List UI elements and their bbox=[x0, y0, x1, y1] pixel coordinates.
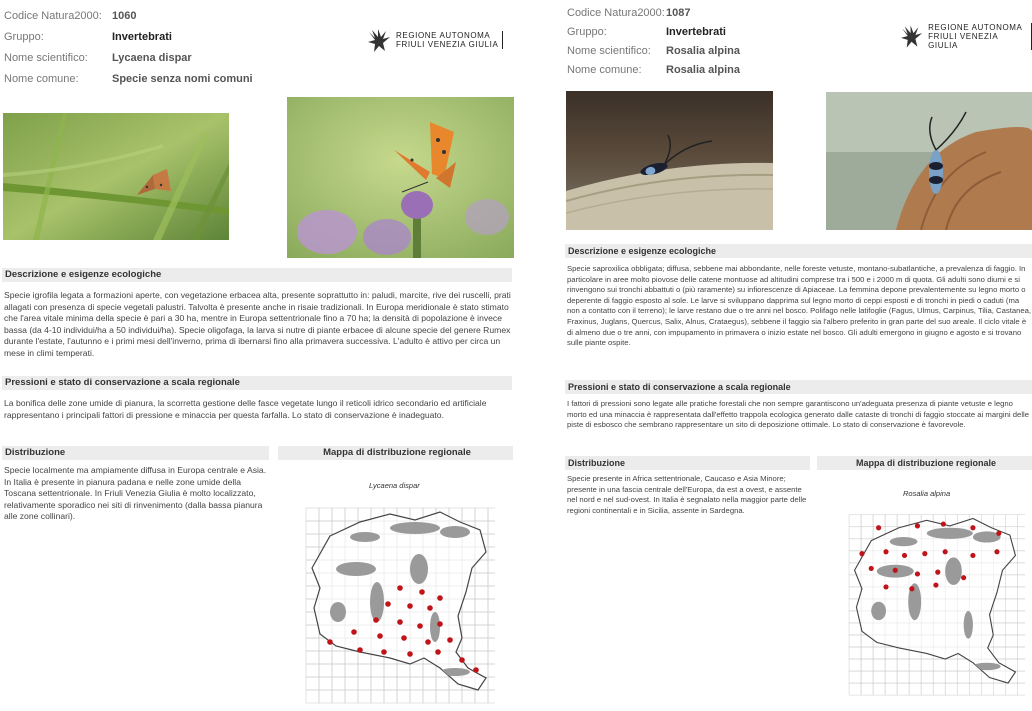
occurrence-dot bbox=[407, 651, 413, 657]
common-name-label: Nome comune: bbox=[567, 64, 642, 76]
occurrence-dot bbox=[935, 570, 940, 575]
species-header bbox=[4, 6, 253, 90]
description-title: Descrizione e esigenze ecologiche bbox=[2, 268, 512, 282]
description-title: Descrizione e esigenze ecologiche bbox=[565, 244, 1032, 258]
occurrence-dot bbox=[922, 551, 927, 556]
occurrence-dot bbox=[437, 595, 443, 601]
habitat-patch bbox=[370, 582, 384, 622]
distribution-text: Specie localmente ma ampiamente diffusa in Europa centrale e Asia. In Italia è presente in pianura padana e nelle zone umide della Toscana settentrionale. In Friuli Venezia Giulia è molto localizzato, relativamente sporadico nei siti di rinvenimento (dalla bassa pianura alle zone collinari). bbox=[4, 465, 267, 522]
habitat-patch bbox=[350, 532, 380, 542]
occurrence-dot bbox=[996, 531, 1001, 536]
logo-line-2: FRIULI VENEZIA GIULIA bbox=[396, 40, 499, 49]
pressure-title: Pressioni e stato di conservazione a scala regionale bbox=[2, 376, 512, 390]
habitat-patch bbox=[336, 562, 376, 576]
occurrence-dot bbox=[397, 585, 403, 591]
species-photo-2 bbox=[287, 97, 514, 258]
group-value: Invertebrati bbox=[112, 31, 172, 43]
occurrence-dot bbox=[435, 649, 441, 655]
occurrence-dot bbox=[909, 586, 914, 591]
distribution-map bbox=[833, 500, 1025, 696]
habitat-patch bbox=[890, 537, 918, 546]
scientific-name-label: Nome scientifico: bbox=[4, 52, 88, 64]
pressure-text: I fattori di pressioni sono legate alle pratiche forestali che non sempre garantiscono un'adeguata presenza di piante vetuste e legno morto ed una minaccia è rappresentata dall'effetto trappola ecologica generato dalle cataste di tronchi di faggio stoccate ai margini delle piste di esbosco che sembrano rappresentare un sito di deposizione ottimale. Lo stato di conservazione è favorevole. bbox=[567, 399, 1030, 430]
occurrence-dot bbox=[377, 633, 383, 639]
code-value: 1060 bbox=[112, 10, 137, 22]
species-photo-2 bbox=[826, 92, 1032, 230]
occurrence-dot bbox=[902, 553, 907, 558]
occurrence-dot bbox=[459, 657, 465, 663]
occurrence-dot bbox=[401, 635, 407, 641]
logo-line-1: REGIONE AUTONOMA bbox=[928, 22, 1023, 32]
species-sheet-rosalia bbox=[563, 0, 1032, 711]
habitat-patch bbox=[973, 663, 1001, 670]
species-photo-1 bbox=[566, 91, 773, 230]
habitat-patch bbox=[945, 557, 962, 585]
habitat-patch bbox=[440, 668, 470, 676]
occurrence-dot bbox=[425, 639, 431, 645]
species-photo-1 bbox=[3, 113, 229, 240]
eagle-crest-icon bbox=[366, 26, 392, 54]
map-title: Lycaena dispar bbox=[369, 481, 420, 490]
habitat-patch bbox=[330, 602, 346, 622]
occurrence-dot bbox=[933, 582, 938, 587]
map-title: Rosalia alpina bbox=[903, 489, 951, 498]
habitat-patch bbox=[390, 522, 440, 534]
occurrence-dot bbox=[876, 525, 881, 530]
occurrence-dot bbox=[417, 623, 423, 629]
habitat-patch bbox=[927, 528, 973, 539]
occurrence-dot bbox=[883, 584, 888, 589]
occurrence-dot bbox=[943, 549, 948, 554]
eagle-crest-icon bbox=[899, 22, 924, 50]
region-logo bbox=[899, 22, 1032, 50]
occurrence-dot bbox=[915, 523, 920, 528]
occurrence-dot bbox=[357, 647, 363, 653]
habitat-patch bbox=[964, 611, 973, 639]
logo-line-1: REGIONE AUTONOMA bbox=[396, 31, 491, 40]
occurrence-dot bbox=[994, 549, 999, 554]
scientific-name-value: Rosalia alpina bbox=[666, 45, 740, 57]
code-label: Codice Natura2000: bbox=[567, 7, 665, 19]
habitat-patch bbox=[871, 602, 886, 620]
common-name-label: Nome comune: bbox=[4, 73, 79, 85]
occurrence-dot bbox=[447, 637, 453, 643]
occurrence-dot bbox=[397, 619, 403, 625]
group-label: Gruppo: bbox=[567, 26, 607, 38]
occurrence-dot bbox=[970, 525, 975, 530]
map-section-title: Mappa di distribuzione regionale bbox=[817, 456, 1032, 470]
map-section-title: Mappa di distribuzione regionale bbox=[278, 446, 513, 460]
code-value: 1087 bbox=[666, 7, 691, 19]
distribution-text: Specie presente in Africa settentrionale, Caucaso e Asia Minore; presente in una fascia centrale dell'Europa, da est a ovest, e assente nel nord e nel sud-ovest. In Italia è segnalato nella maggior parte delle regioni continentali e in Sicilia, assente in Sardegna. bbox=[567, 474, 807, 515]
occurrence-dot bbox=[373, 617, 379, 623]
occurrence-dot bbox=[437, 621, 443, 627]
occurrence-dot bbox=[327, 639, 333, 645]
description-text: Specie igrofila legata a formazioni aperte, con vegetazione erbacea alta, presente soprattutto in: paludi, marcite, rive dei ruscelli, prati allagati con presenza di specie vegetali palustri. Talvolta è presente anche in risaie tradizionali. In Europa meridionale è stato stimato che l'area vitale minima della specie è pari a 30 ha, mentre in Europa settentrionale fino a 70 ha; la densità di popolazione è invece bassa (da 4-10 individui/ha a 50 individui/ha). Specie oligofaga, la larva si nutre di piante erbacee di alcune specie del genere Rumex durante l'estate, l'autunno e i primi mesi dell'inverno, prima di ibernarsi fino alla primavera successiva. L'adulto è attivo per circa un mese in climi temperati. bbox=[4, 290, 511, 358]
occurrence-dot bbox=[869, 566, 874, 571]
group-label: Gruppo: bbox=[4, 31, 44, 43]
occurrence-dot bbox=[407, 603, 413, 609]
region-outline bbox=[312, 512, 486, 690]
occurrence-dot bbox=[419, 589, 425, 595]
common-name-value: Specie senza nomi comuni bbox=[112, 73, 253, 85]
region-logo bbox=[366, 26, 503, 54]
occurrence-dot bbox=[381, 649, 387, 655]
code-label: Codice Natura2000: bbox=[4, 10, 102, 22]
occurrence-dot bbox=[385, 601, 391, 607]
occurrence-dot bbox=[941, 521, 946, 526]
common-name-value: Rosalia alpina bbox=[666, 64, 740, 76]
scientific-name-value: Lycaena dispar bbox=[112, 52, 192, 64]
habitat-patch bbox=[410, 554, 428, 584]
occurrence-dot bbox=[970, 553, 975, 558]
scientific-name-label: Nome scientifico: bbox=[567, 45, 651, 57]
region-outline bbox=[855, 518, 1016, 683]
description-text: Specie saproxilica obbligata; diffusa, sebbene mai abbondante, nelle foreste vetuste, montano-subatlantiche, a prevalenza di faggio. In particolare in aree molto piovose delle catene montuose ad altitudini comprese tra i 500 e i 2000 m di quota. Gli adulti sono diurni e si rinvengono sui tronchi abbattuti o (più raramente) su infiorescenze di Apiaceae. La femmina depone prevalentemente su legno morto o deperente di faggio esposto al sole. Le larve si sviluppano dapprima sul legno morto di ceppi esposti e di tronchi in piedi o caduti (ma non a contatto con il terreno); le larve restano due o tre anni nel bosco. Polifago nelle latifoglie (Fagus, Ulmus, Carpinus, Tilia, Castanea, Fraxinus, Juglans, Quercus, Salix, Alnus, Crataegus), sebbene il faggio sia l'albero preferito in gran parte del suo areale. Il ciclo vitale è di almeno due o tre anni, con impupamento in primavera o inizio estate nel bosco. Gli adulti emergono in giugno e agosto e si trovano sulle piante ospite. bbox=[567, 264, 1032, 348]
group-value: Invertebrati bbox=[666, 26, 726, 38]
pressure-text: La bonifica delle zone umide di pianura, la scorretta gestione delle fasce vegetate lungo il reticoli idrico secondario ed artificiale rappresentano i principali fattori di pressione e minaccia per questa farfalla. Lo stato di conservazione è inadeguato. bbox=[4, 398, 487, 420]
distribution-title: Distribuzione bbox=[565, 456, 810, 470]
occurrence-dot bbox=[915, 571, 920, 576]
occurrence-dot bbox=[473, 667, 479, 673]
occurrence-dot bbox=[961, 575, 966, 580]
occurrence-dot bbox=[427, 605, 433, 611]
occurrence-dot bbox=[883, 549, 888, 554]
distribution-map bbox=[290, 492, 495, 704]
occurrence-dot bbox=[859, 551, 864, 556]
occurrence-dot bbox=[893, 568, 898, 573]
pressure-title: Pressioni e stato di conservazione a scala regionale bbox=[565, 380, 1032, 394]
species-header bbox=[567, 4, 740, 80]
habitat-patch bbox=[430, 612, 440, 642]
logo-line-2: FRIULI VENEZIA GIULIA bbox=[928, 31, 998, 50]
distribution-title: Distribuzione bbox=[2, 446, 269, 460]
occurrence-dot bbox=[351, 629, 357, 635]
habitat-patch bbox=[440, 526, 470, 538]
